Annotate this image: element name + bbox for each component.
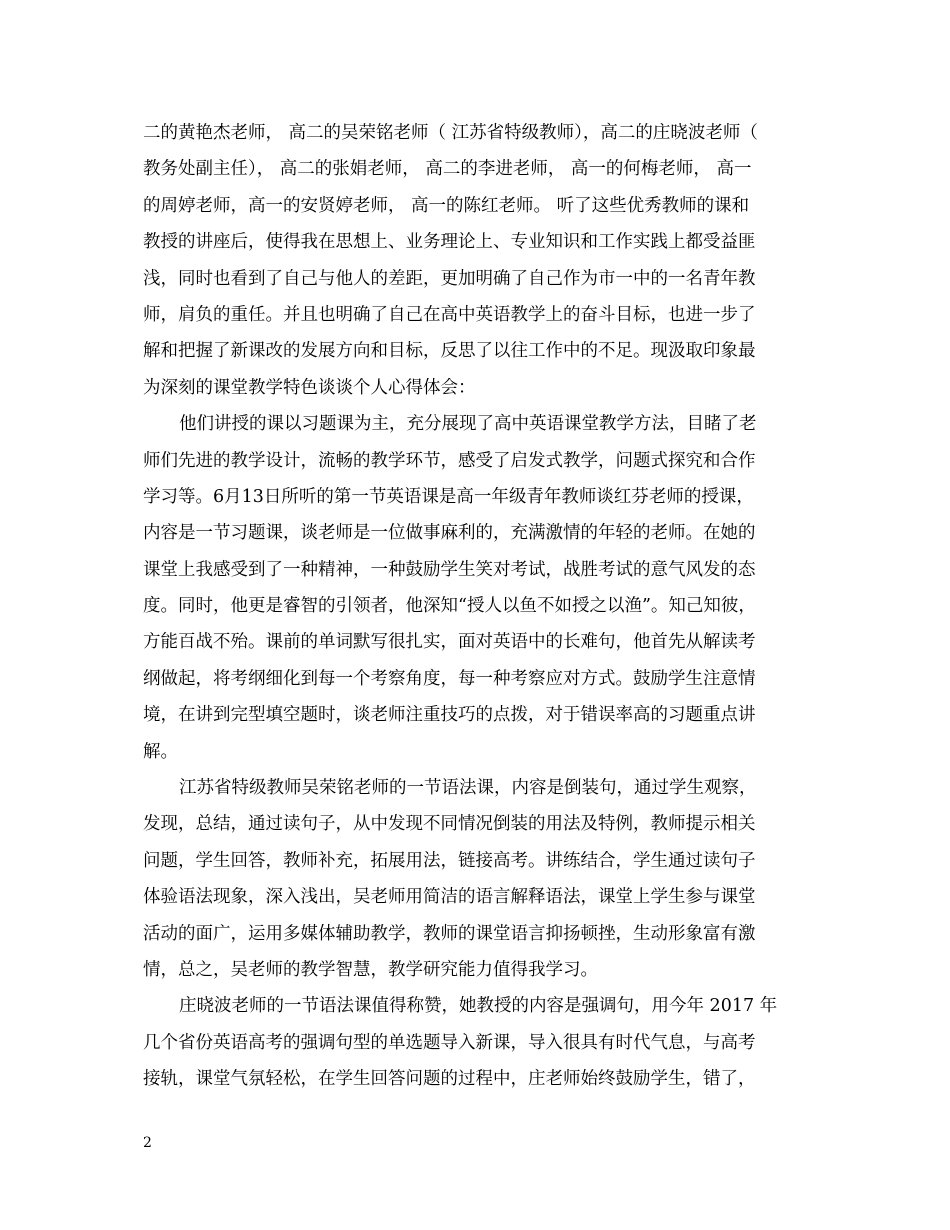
text-line: 度。同时，他更是睿智的引领者，他深知“授人以鱼不如授之以渔”。知己知彼， <box>143 596 756 617</box>
text-line: 接轨，课堂气氛轻松，在学生回答问题的过程中，庄老师始终鼓励学生，错了， <box>143 1069 756 1090</box>
text-line: 问题，学生回答，教师补充，拓展用法，链接高考。讲练结合，学生通过读句子 <box>143 850 756 871</box>
text-line: 的周婷老师，高一的安贤婷老师， 高一的陈红老师。 听了这些优秀教师的课和 <box>143 195 750 216</box>
paragraph-start-line: 他们讲授的课以习题课为主，充分展现了高中英语课堂教学方法，目睹了老 <box>179 414 757 435</box>
text-line: 内容是一节习题课，谈老师是一位做事麻利的，充满激情的年轻的老师。在她的 <box>143 523 756 544</box>
page-number: 2 <box>143 1135 152 1151</box>
text-line: 解和把握了新课改的发展方向和目标，反思了以往工作中的不足。现汲取印象最 <box>143 341 756 362</box>
text-line: 浅，同时也看到了自己与他人的差距，更加明确了自己作为市一中的一名青年教 <box>143 268 756 289</box>
text-line: 师们先进的教学设计，流畅的教学环节，感受了启发式教学，问题式探究和合作 <box>143 450 756 471</box>
text-line: 二的黄艳杰老师， 高二的吴荣铭老师（ 江苏省特级教师），高二的庄晓波老师（ <box>143 123 758 143</box>
text-line: 教授的讲座后，使得我在思想上、业务理论上、专业知识和工作实践上都受益匪 <box>143 232 756 253</box>
paragraph-start-line: 庄晓波老师的一节语法课值得称赞，她教授的内容是强调句，用今年 2017 年 <box>179 996 778 1017</box>
text-line: 课堂上我感受到了一种精神，一种鼓励学生笑对考试，战胜考试的意气风发的态 <box>143 559 756 580</box>
text-line: 情，总之，吴老师的教学智慧，教学研究能力值得我学习。 <box>143 959 598 980</box>
text-line: 方能百战不殆。课前的单词默写很扎实，面对英语中的长难句，他首先从解读考 <box>143 632 756 653</box>
text-line: 几个省份英语高考的强调句型的单选题导入新课，导入很具有时代气息，与高考 <box>143 1032 756 1053</box>
paragraph-start-line: 江苏省特级教师吴荣铭老师的一节语法课，内容是倒装句，通过学生观察， <box>179 778 757 799</box>
text-line: 体验语法现象，深入浅出，吴老师用简洁的语言解释语法，课堂上学生参与课堂 <box>143 887 756 908</box>
body-text <box>143 115 823 1098</box>
text-line: 教务处副主任）， 高二的张娟老师， 高二的李进老师， 高一的何梅老师， 高一 <box>143 159 752 180</box>
text-line: 活动的面广，运用多媒体辅助教学，教师的课堂语言抑扬顿挫，生动形象富有激 <box>143 923 756 944</box>
text-line: 境，在讲到完型填空题时，谈老师注重技巧的点拨，对于错误率高的习题重点讲 <box>143 705 756 726</box>
text-line: 师，肩负的重任。并且也明确了自己在高中英语教学上的奋斗目标，也进一步了 <box>143 304 756 325</box>
text-line: 解。 <box>143 741 178 762</box>
text-line: 学习等。6月13日所听的第一节英语课是高一年级青年教师谈红芬老师的授课， <box>143 486 754 507</box>
text-line: 纲做起，将考纲细化到每一个考察角度，每一种考察应对方式。鼓励学生注意情 <box>143 668 756 689</box>
text-line: 为深刻的课堂教学特色谈谈个人心得体会： <box>143 377 476 398</box>
text-line: 发现，总结，通过读句子，从中发现不同情况倒装的用法及特例，教师提示相关 <box>143 814 756 835</box>
